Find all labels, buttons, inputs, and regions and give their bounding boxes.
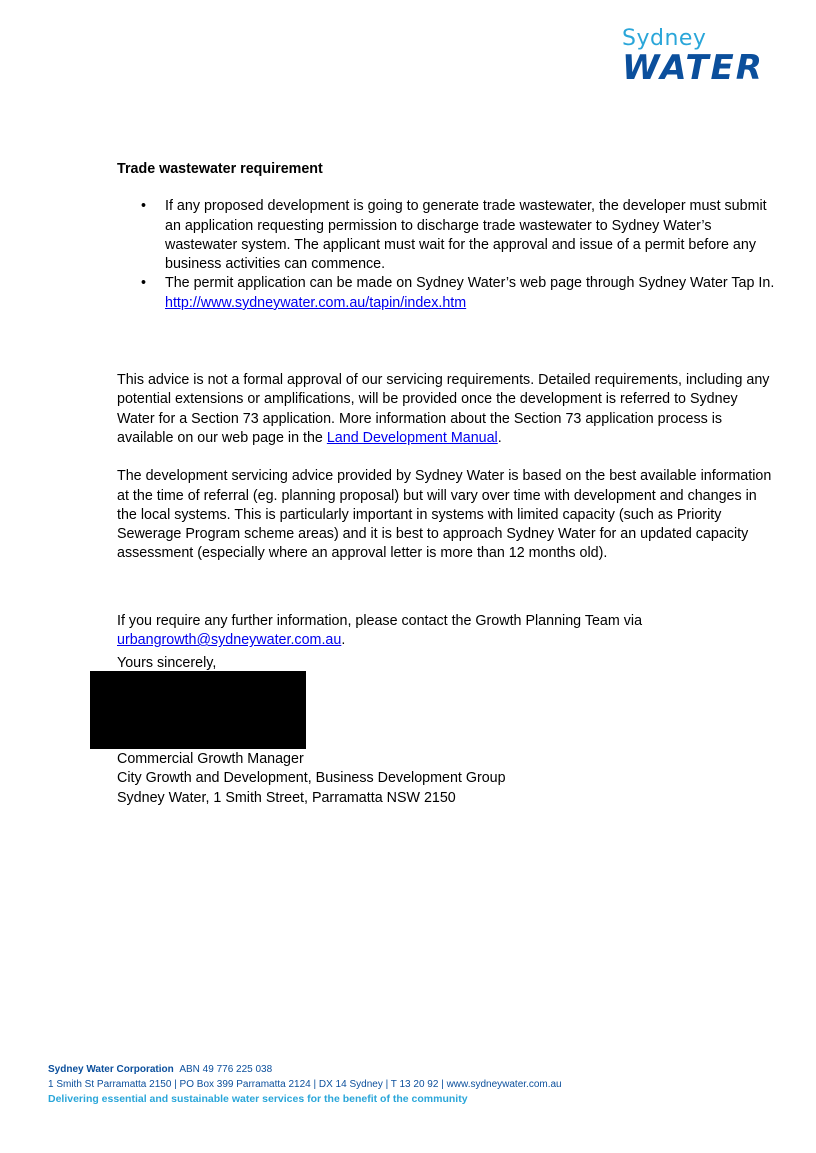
salutation: Yours sincerely,: [117, 655, 217, 671]
list-item-text: If any proposed development is going to generate trade wastewater, the developer must submit an application requesting permission to discharge trade wastewater to Sydney Water’s wastewater system. The applicant must wait for the approval and issue of a permit before any business activities can commence.: [165, 198, 767, 273]
contact-end: .: [341, 632, 346, 649]
servicing-paragraph: The development servicing advice provided by Sydney Water is based on the best available information at the time of referral (eg. planning proposal) but will vary over time with development and changes in the local systems. This is particularly important in systems with limited capacity (such as Priority Sewerage Program scheme areas) and it is best to approach Sydney Water for an updated capacity assessment (especially where an approval letter is more than 12 months old).: [117, 468, 772, 562]
list-item: [141, 197, 777, 274]
sydney-water-logo: [620, 26, 770, 90]
page-footer: [48, 1062, 562, 1107]
logo-sydney-text: Sydney: [622, 26, 707, 51]
advice-paragraph: [117, 371, 777, 448]
footer-corp-name: Sydney Water Corporation: [48, 1064, 174, 1075]
list-item-text: The permit application can be made on Sydney Water’s web page through Sydney Water Tap In.: [165, 275, 775, 292]
bullet-glyph: •: [141, 198, 147, 215]
signature-block: [117, 750, 506, 808]
advice-end: .: [497, 429, 502, 446]
contact-text: If you require any further information, please contact the Growth Planning Team via: [117, 612, 643, 629]
email-link[interactable]: urbangrowth@sydneywater.com.au: [117, 632, 342, 649]
bullet-glyph: •: [141, 275, 147, 292]
signatory-address: Sydney Water, 1 Smith Street, Parramatta NSW 2150: [117, 789, 456, 806]
footer-corp-line: [48, 1062, 562, 1077]
land-development-manual-link[interactable]: Land Development Manual: [326, 429, 498, 446]
signatory-department: City Growth and Development, Business Development Group: [117, 770, 506, 787]
list-item: [141, 274, 777, 313]
requirements-list: [117, 197, 777, 313]
logo-water-text: WATER: [622, 48, 764, 88]
footer-address: 1 Smith St Parramatta 2150 | PO Box 399 Parramatta 2124 | DX 14 Sydney | T 13 20 92 | www.sydneywater.com.au: [48, 1079, 562, 1090]
signatory-title: Commercial Growth Manager: [117, 751, 304, 767]
advice-text: This advice is not a formal approval of our servicing requirements. Detailed requirements, including any potential extensions or amplifications, will be provided once the development is referred to Sydney Water for a Section 73 application. More information about the Section 73 application process is available on our web page in the: [117, 372, 770, 446]
redacted-signature: [90, 671, 306, 749]
tapin-link[interactable]: http://www.sydneywater.com.au/tapin/index.htm: [165, 294, 467, 311]
letter-body: [117, 160, 777, 650]
contact-paragraph: [117, 612, 777, 651]
section-heading: Trade wastewater requirement: [117, 161, 323, 177]
footer-tagline: Delivering essential and sustainable water services for the benefit of the community: [48, 1093, 468, 1105]
footer-abn: ABN 49 776 225 038: [179, 1064, 273, 1075]
